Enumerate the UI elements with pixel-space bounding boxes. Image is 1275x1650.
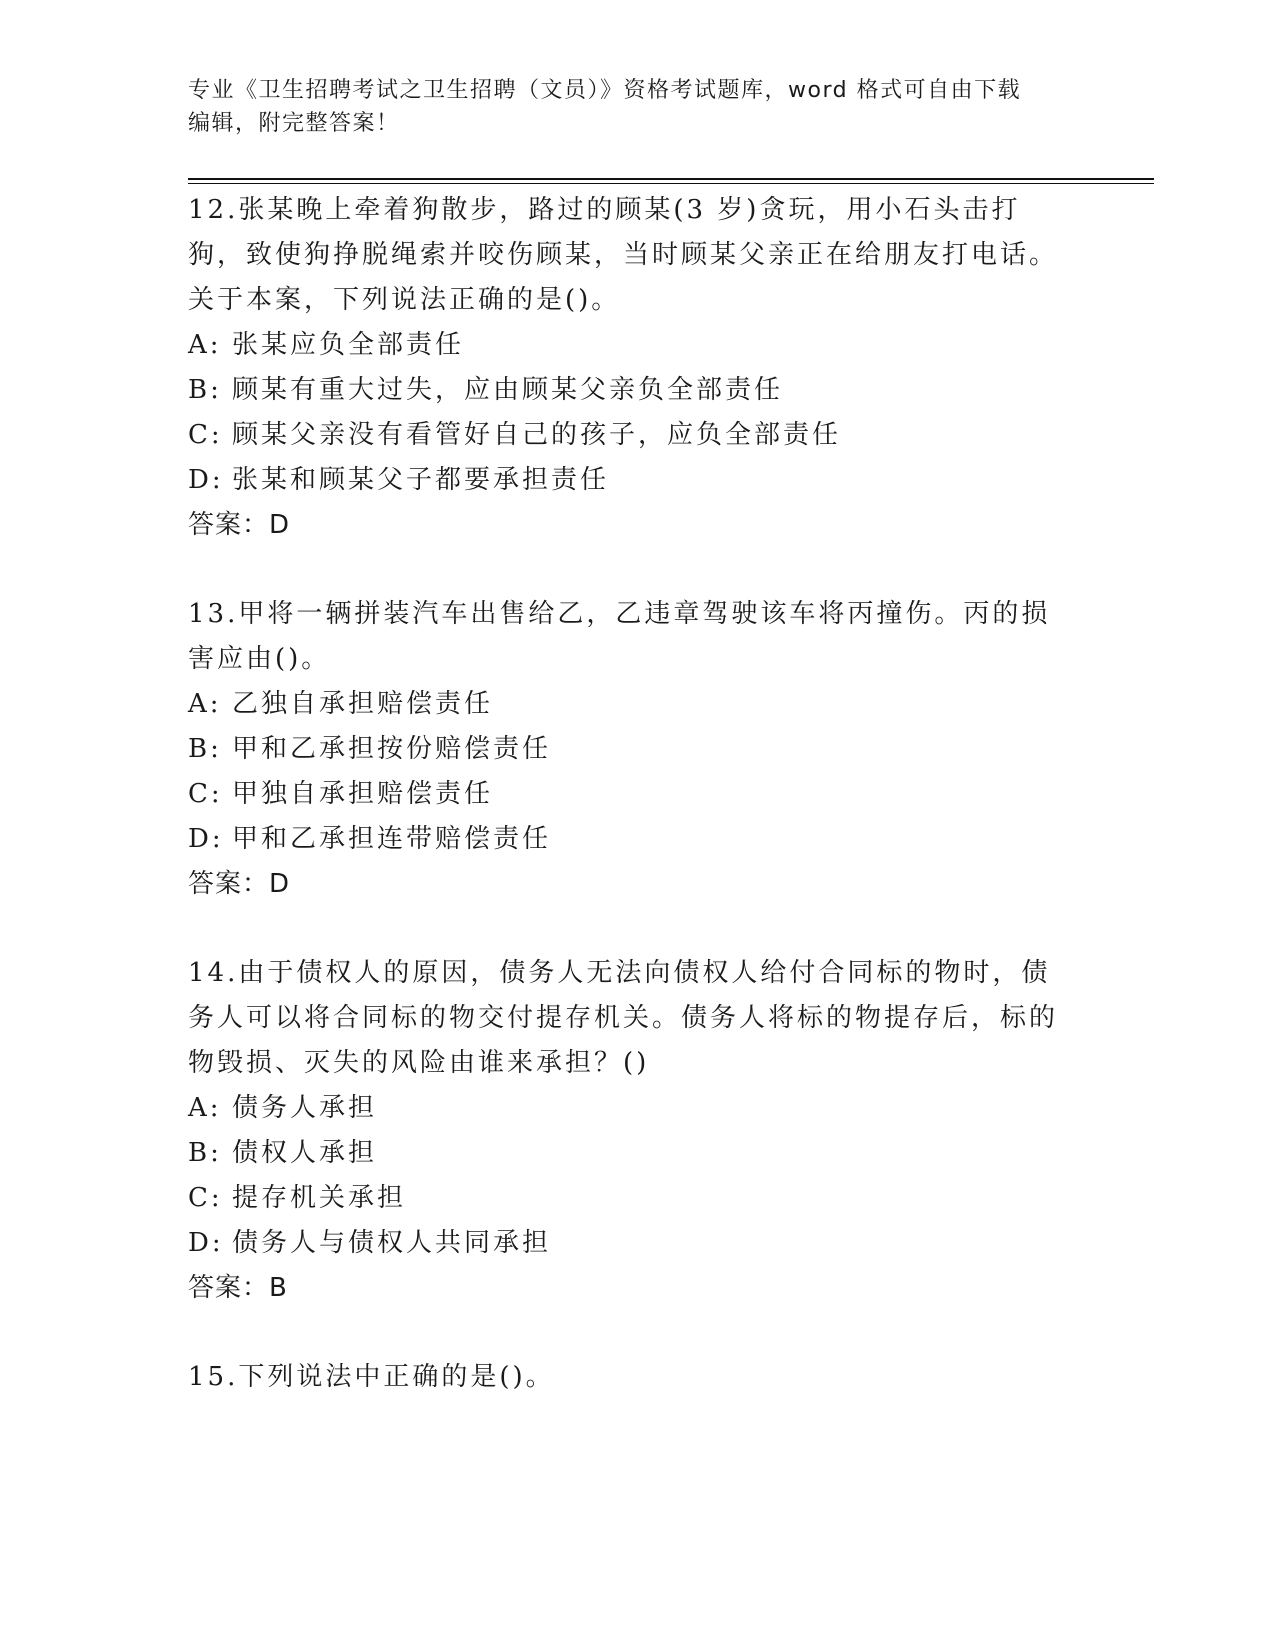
option-text: 提存机关承担 [232, 1183, 407, 1213]
option-letter: C: [188, 779, 223, 809]
option-c [188, 1176, 1088, 1221]
answer-line: 答案：D [188, 869, 291, 899]
header-divider-thick [188, 178, 1154, 180]
question-list [188, 188, 1088, 1444]
option-b [188, 727, 1088, 772]
option-b [188, 1131, 1088, 1176]
option-a [188, 323, 1088, 368]
answer-line: 答案：D [188, 510, 291, 540]
option-letter: D: [188, 824, 224, 854]
option-text: 乙独自承担赔偿责任 [232, 689, 494, 719]
option-letter: A: [188, 330, 222, 360]
header-line-1: 专业《卫生招聘考试之卫生招聘（文员）》资格考试题库，word 格式可自由下载 [188, 78, 1022, 103]
option-letter: D: [188, 465, 224, 495]
option-d [188, 1221, 1088, 1266]
option-letter: A: [188, 1093, 222, 1123]
option-letter: C: [188, 420, 223, 450]
option-c [188, 772, 1088, 817]
question-14 [188, 951, 1088, 1311]
answer-line: 答案：B [188, 1273, 288, 1303]
option-c [188, 413, 1088, 458]
question-15 [188, 1355, 1088, 1400]
option-text: 债务人承担 [232, 1093, 378, 1123]
option-letter: B: [188, 1138, 222, 1168]
question-12 [188, 188, 1088, 548]
option-d [188, 817, 1088, 862]
option-text: 债务人与债权人共同承担 [232, 1228, 552, 1258]
option-text: 债权人承担 [232, 1138, 378, 1168]
option-letter: D: [188, 1228, 224, 1258]
option-letter: A: [188, 689, 222, 719]
question-stem: 14.由于债权人的原因，债务人无法向债权人给付合同标的物时，债务人可以将合同标的物交付提存机关。债务人将标的物提存后，标的物毁损、灭失的风险由谁来承担？() [188, 958, 1059, 1078]
question-stem: 12.张某晚上牵着狗散步，路过的顾某(3 岁)贪玩，用小石头击打狗，致使狗挣脱绳索并咬伤顾某，当时顾某父亲正在给朋友打电话。关于本案，下列说法正确的是()。 [188, 195, 1059, 315]
option-text: 张某和顾某父子都要承担责任 [232, 465, 610, 495]
option-letter: C: [188, 1183, 223, 1213]
option-text: 顾某有重大过失，应由顾某父亲负全部责任 [232, 375, 784, 405]
question-stem: 13.甲将一辆拼装汽车出售给乙，乙违章驾驶该车将丙撞伤。丙的损害应由()。 [188, 599, 1051, 674]
header-divider-thin [188, 183, 1154, 184]
option-text: 甲和乙承担按份赔偿责任 [232, 734, 552, 764]
option-letter: B: [188, 375, 222, 405]
document-header [188, 74, 1068, 140]
option-d [188, 458, 1088, 503]
option-text: 甲独自承担赔偿责任 [232, 779, 494, 809]
option-text: 张某应负全部责任 [232, 330, 465, 360]
question-13 [188, 592, 1088, 907]
option-a [188, 682, 1088, 727]
option-a [188, 1086, 1088, 1131]
question-stem: 15.下列说法中正确的是()。 [188, 1362, 555, 1392]
option-text: 甲和乙承担连带赔偿责任 [232, 824, 552, 854]
option-b [188, 368, 1088, 413]
option-letter: B: [188, 734, 222, 764]
header-line-2: 编辑，附完整答案！ [188, 111, 400, 136]
option-text: 顾某父亲没有看管好自己的孩子，应负全部责任 [232, 420, 842, 450]
